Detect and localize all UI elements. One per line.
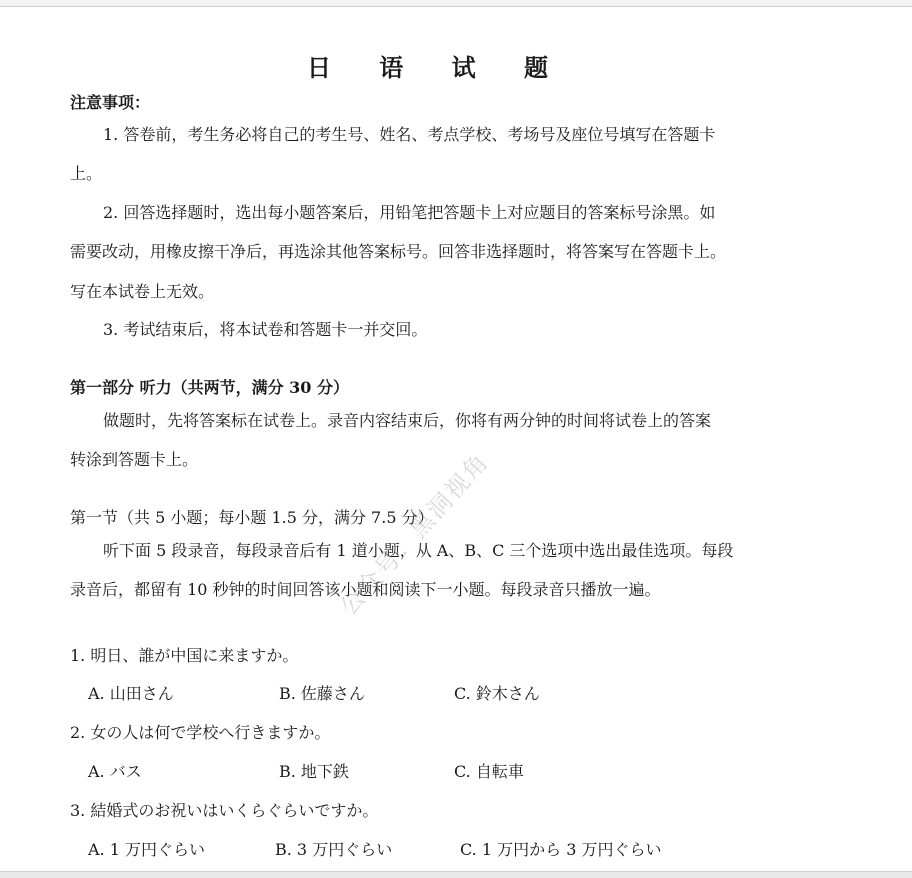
- question-3-option-b: B. 3 万円ぐらい: [275, 840, 393, 859]
- section1-line-1: 听下面 5 段录音，每段录音后有 1 道小题，从 A、B、C 三个选项中选出最佳选项。每段: [103, 541, 734, 560]
- question-3-option-c: C. 1 万円から 3 万円ぐらい: [460, 840, 662, 859]
- note-item-2-line-2: 需要改动，用橡皮擦干净后，再选涂其他答案标号。回答非选择题时，将答案写在答题卡上。: [70, 242, 727, 261]
- question-3-option-a: A. 1 万円ぐらい: [88, 840, 205, 859]
- note-item-2-line-1: 2. 回答选择题时，选出每小题答案后，用铅笔把答题卡上对应题目的答案标号涂黑。如: [103, 203, 716, 222]
- watermark-text: 公众号：黑洞视角: [334, 447, 495, 621]
- notes-heading: 注意事项：: [70, 93, 151, 112]
- bottom-edge: [0, 871, 912, 878]
- top-edge: [0, 0, 912, 7]
- part1-intro-line-1: 做题时，先将答案标在试卷上。录音内容结束后，你将有两分钟的时间将试卷上的答案: [103, 411, 712, 430]
- question-3-stem: 3. 結婚式のお祝いはいくらぐらいですか。: [70, 801, 379, 820]
- page-title: 日 语 试 题: [306, 53, 569, 82]
- question-2-stem: 2. 女の人は何で学校へ行きますか。: [70, 723, 331, 742]
- part1-intro-line-2: 转涂到答题卡上。: [70, 450, 199, 469]
- question-2-option-c: C. 自転車: [454, 762, 524, 781]
- question-1-option-b: B. 佐藤さん: [279, 684, 365, 703]
- part1-heading: 第一部分 听力（共两节，满分 30 分）: [70, 378, 349, 397]
- note-item-1-line-1: 1. 答卷前，考生务必将自己的考生号、姓名、考点学校、考场号及座位号填写在答题卡: [103, 125, 716, 144]
- note-item-2-line-3: 写在本试卷上无效。: [70, 282, 215, 301]
- section1-line-2: 录音后，都留有 10 秒钟的时间回答该小题和阅读下一小题。每段录音只播放一遍。: [70, 580, 661, 599]
- question-1-stem: 1. 明日、誰が中国に来ますか。: [70, 646, 299, 665]
- question-2-option-b: B. 地下鉄: [279, 762, 349, 781]
- question-2-option-a: A. バス: [88, 762, 142, 781]
- question-1-option-c: C. 鈴木さん: [454, 684, 540, 703]
- note-item-3: 3. 考试结束后，将本试卷和答题卡一并交回。: [103, 320, 428, 339]
- question-1-option-a: A. 山田さん: [88, 684, 174, 703]
- note-item-1-line-2: 上。: [70, 164, 103, 183]
- section1-heading: 第一节（共 5 小题；每小题 1.5 分，满分 7.5 分）: [70, 508, 434, 527]
